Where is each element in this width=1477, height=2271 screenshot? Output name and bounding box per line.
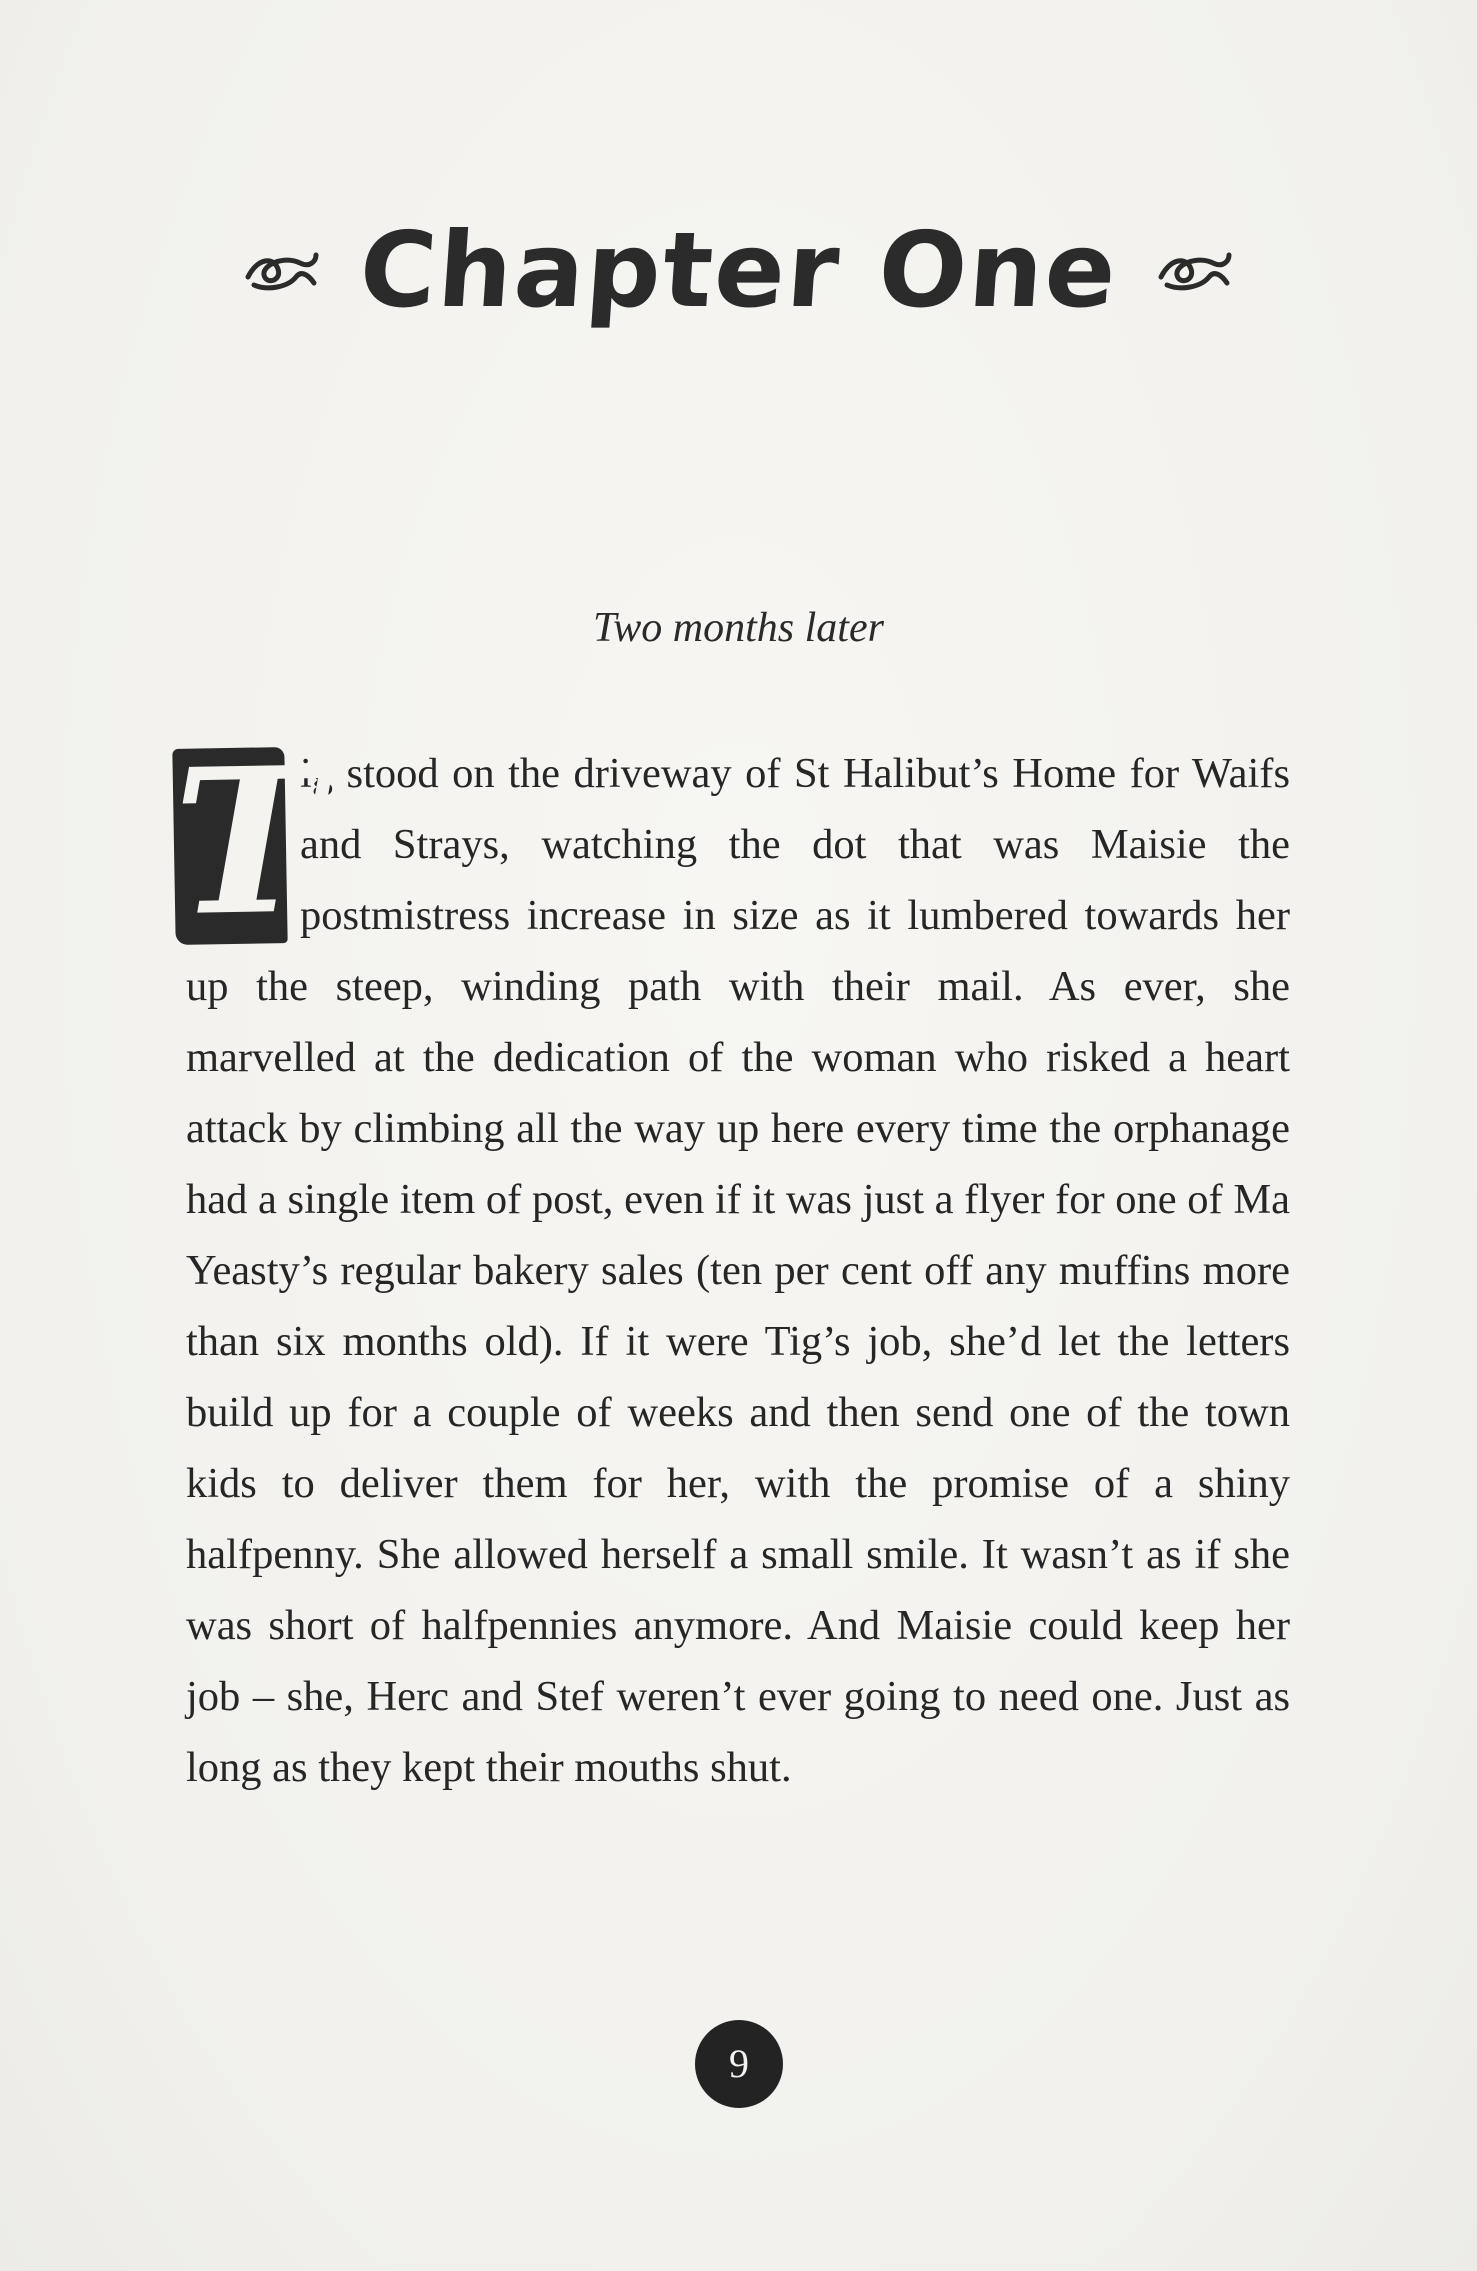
body-text: ig stood on the driveway of St Halibut’s Home for Waifs and Strays, watching the dot that was Maisie the postmistress increase in size as it lumbered towards her up the steep, winding path with their mail. As ever, she marvelled at the dedication of the woman who risked a heart attack by climbing all the way up here every time the orphanage had a single item of post, even if it was just a flyer for one of Ma Yeasty’s regular bakery sales (ten per cent off any muffins more than six months old). If it were Tig’s job, she’d let the letters build up for a couple of weeks and then send one of the town kids to deliver them for her, with the promise of a shiny halfpenny. She allowed herself a small smile. It wasn’t as if she was short of halfpennies anymore. And Maisie could keep her job – she, Herc and Stef weren’t ever going to need one. Just as long as they kept their mouths shut. [186, 750, 1290, 1791]
flourish-icon [1157, 247, 1233, 293]
chapter-subheading: Two months later [593, 605, 884, 651]
chapter-heading [0, 200, 1477, 340]
drop-cap: T [171, 723, 325, 961]
page-number: 9 [695, 2020, 783, 2108]
body-paragraph [171, 723, 1290, 1803]
chapter-title: Chapter One [355, 209, 1122, 331]
flourish-icon [244, 247, 320, 293]
